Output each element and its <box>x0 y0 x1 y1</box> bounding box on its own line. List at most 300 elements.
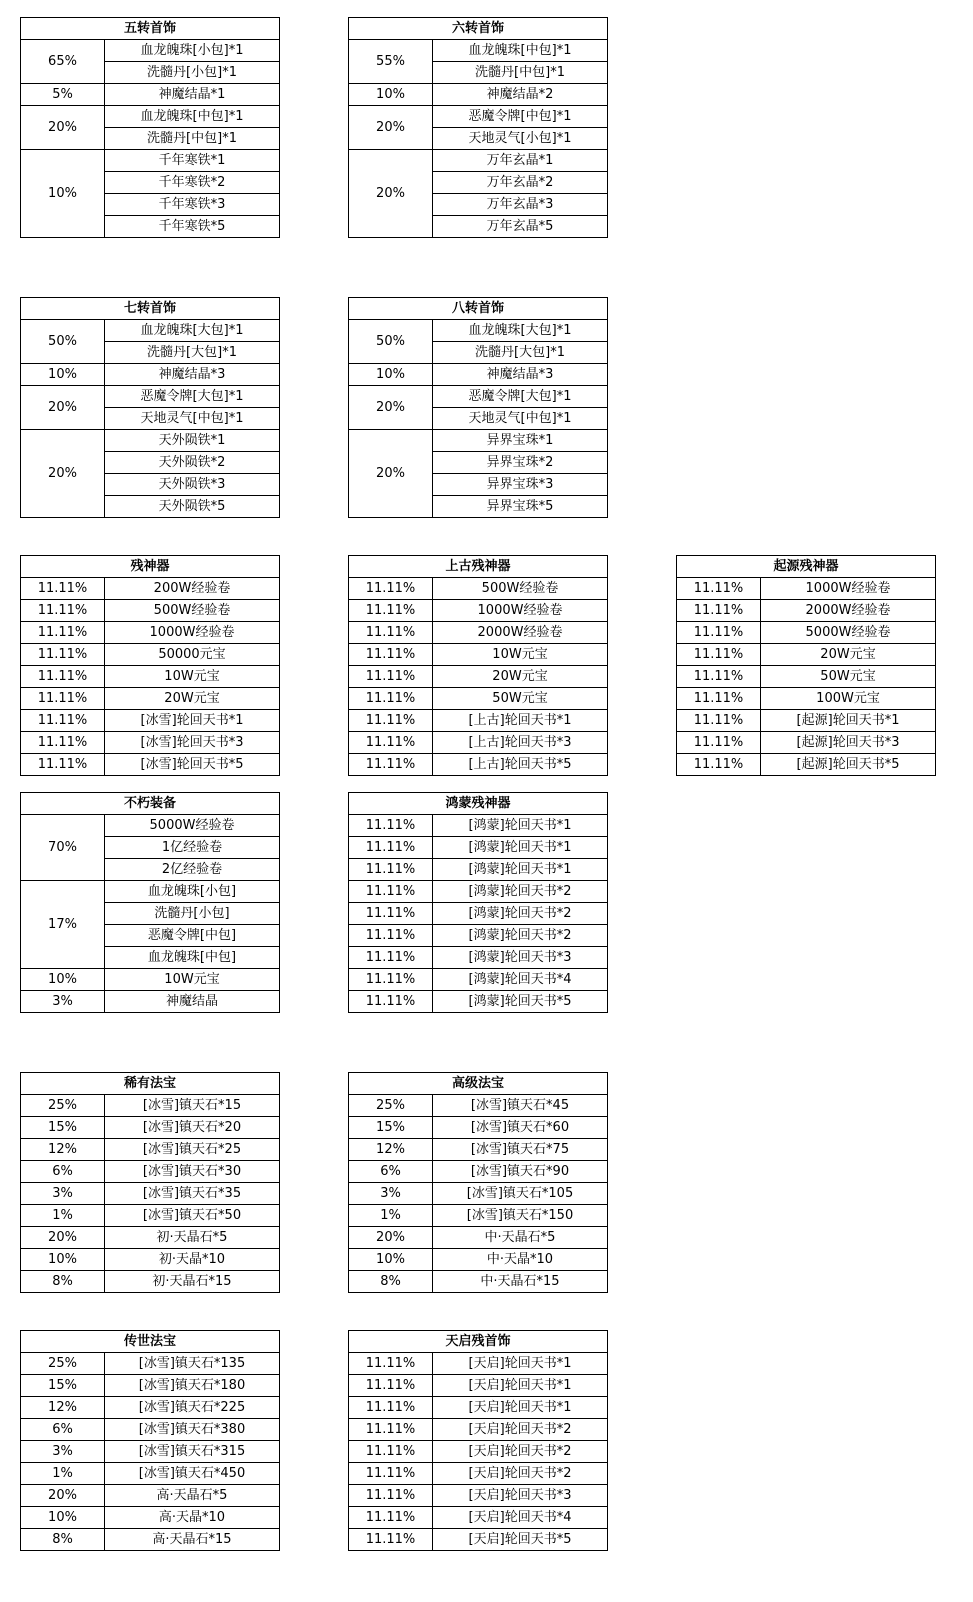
drop-rate: 10% <box>21 1507 105 1529</box>
table-row <box>349 1507 608 1529</box>
table-row <box>21 1529 280 1551</box>
drop-rate: 11.11% <box>677 666 761 688</box>
table-row <box>349 622 608 644</box>
table-row <box>21 1095 280 1117</box>
drop-item: [鸿蒙]轮回天书*1 <box>433 859 608 881</box>
drop-rate: 11.11% <box>21 622 105 644</box>
drop-item: 神魔结晶*3 <box>433 364 608 386</box>
drop-item: [冰雪]镇天石*35 <box>105 1183 280 1205</box>
table-row <box>349 320 608 342</box>
table-title: 起源残神器 <box>677 556 936 578</box>
table-row <box>349 84 608 106</box>
drop-item: 血龙魄珠[大包]*1 <box>433 320 608 342</box>
drop-item: 100W元宝 <box>761 688 936 710</box>
drop-item: 千年寒铁*5 <box>105 216 280 238</box>
table-row <box>349 578 608 600</box>
table-row <box>677 644 936 666</box>
drop-item: 天外陨铁*2 <box>105 452 280 474</box>
drop-table <box>348 297 608 518</box>
drop-item: 50W元宝 <box>761 666 936 688</box>
drop-item: [冰雪]镇天石*20 <box>105 1117 280 1139</box>
drop-rate: 10% <box>21 150 105 238</box>
drop-rate: 15% <box>21 1117 105 1139</box>
drop-item: 恶魔令牌[大包]*1 <box>105 386 280 408</box>
drop-rate: 10% <box>349 1249 433 1271</box>
drop-item: [鸿蒙]轮回天书*3 <box>433 947 608 969</box>
table-row <box>349 364 608 386</box>
drop-item: 恶魔令牌[中包]*1 <box>433 106 608 128</box>
drop-rate: 11.11% <box>21 732 105 754</box>
drop-rate: 11.11% <box>349 622 433 644</box>
drop-rate: 11.11% <box>677 710 761 732</box>
drop-item: [冰雪]镇天石*15 <box>105 1095 280 1117</box>
table-title: 残神器 <box>21 556 280 578</box>
drop-item: [天启]轮回天书*4 <box>433 1507 608 1529</box>
table-row <box>349 1139 608 1161</box>
drop-item: 5000W经验卷 <box>105 815 280 837</box>
drop-rate: 12% <box>349 1139 433 1161</box>
drop-rate: 11.11% <box>349 1463 433 1485</box>
drop-item: 洗髓丹[小包]*1 <box>105 62 280 84</box>
table-header-row <box>349 793 608 815</box>
table-row <box>349 969 608 991</box>
drop-item: [冰雪]镇天石*45 <box>433 1095 608 1117</box>
drop-item: [冰雪]轮回天书*1 <box>105 710 280 732</box>
drop-rate: 11.11% <box>677 600 761 622</box>
drop-rate: 11.11% <box>21 688 105 710</box>
table-title: 天启残首饰 <box>349 1331 608 1353</box>
table-row <box>349 710 608 732</box>
drop-item: 天地灵气[中包]*1 <box>433 408 608 430</box>
drop-rate: 11.11% <box>349 666 433 688</box>
table-row <box>21 1375 280 1397</box>
drop-rate: 15% <box>21 1375 105 1397</box>
drop-rate: 11.11% <box>677 754 761 776</box>
table-header-row <box>21 556 280 578</box>
table-row <box>349 1095 608 1117</box>
drop-rate: 65% <box>21 40 105 84</box>
drop-item: [天启]轮回天书*3 <box>433 1485 608 1507</box>
drop-item: [起源]轮回天书*3 <box>761 732 936 754</box>
drop-item: 2亿经验卷 <box>105 859 280 881</box>
drop-item: 神魔结晶*3 <box>105 364 280 386</box>
table-title: 不朽装备 <box>21 793 280 815</box>
drop-rate: 6% <box>349 1161 433 1183</box>
drop-item: 20W元宝 <box>105 688 280 710</box>
drop-rate: 20% <box>21 386 105 430</box>
drop-item: 1000W经验卷 <box>105 622 280 644</box>
table-row <box>349 1353 608 1375</box>
drop-table <box>676 555 936 776</box>
drop-rate: 8% <box>21 1271 105 1293</box>
drop-item: 洗髓丹[大包]*1 <box>105 342 280 364</box>
drop-item: [冰雪]镇天石*135 <box>105 1353 280 1375</box>
drop-item: [天启]轮回天书*1 <box>433 1353 608 1375</box>
table-row <box>349 666 608 688</box>
drop-rate: 10% <box>349 364 433 386</box>
table-row <box>21 1227 280 1249</box>
drop-rate: 3% <box>21 1183 105 1205</box>
drop-item: 恶魔令牌[大包]*1 <box>433 386 608 408</box>
drop-item: [冰雪]镇天石*315 <box>105 1441 280 1463</box>
table-row <box>21 1485 280 1507</box>
drop-item: [天启]轮回天书*5 <box>433 1529 608 1551</box>
table-header-row <box>677 556 936 578</box>
drop-table <box>20 1330 280 1551</box>
drop-item: 20W元宝 <box>433 666 608 688</box>
drop-rate: 11.11% <box>349 1507 433 1529</box>
drop-rate: 20% <box>349 386 433 430</box>
table-row <box>349 1249 608 1271</box>
drop-rate: 25% <box>21 1095 105 1117</box>
drop-item: 10W元宝 <box>433 644 608 666</box>
drop-rate: 11.11% <box>677 688 761 710</box>
drop-item: 千年寒铁*3 <box>105 194 280 216</box>
drop-rate: 20% <box>21 430 105 518</box>
drop-item: [冰雪]镇天石*25 <box>105 1139 280 1161</box>
drop-rate: 20% <box>349 1227 433 1249</box>
table-row <box>677 622 936 644</box>
drop-rate: 1% <box>21 1205 105 1227</box>
drop-rate: 11.11% <box>349 903 433 925</box>
drop-table <box>348 792 608 1013</box>
table-row <box>21 1271 280 1293</box>
drop-rate: 8% <box>21 1529 105 1551</box>
table-row <box>21 600 280 622</box>
table-title: 传世法宝 <box>21 1331 280 1353</box>
table-row <box>677 754 936 776</box>
drop-table <box>20 17 280 238</box>
table-row <box>677 666 936 688</box>
drop-table <box>348 555 608 776</box>
table-row <box>21 578 280 600</box>
drop-item: [冰雪]轮回天书*3 <box>105 732 280 754</box>
table-row <box>349 903 608 925</box>
table-row <box>349 881 608 903</box>
drop-rate: 10% <box>21 1249 105 1271</box>
drop-item: 万年玄晶*3 <box>433 194 608 216</box>
drop-item: 2000W经验卷 <box>433 622 608 644</box>
table-row <box>677 688 936 710</box>
drop-rate: 11.11% <box>349 732 433 754</box>
table-row <box>21 666 280 688</box>
table-row <box>21 1249 280 1271</box>
table-title: 五转首饰 <box>21 18 280 40</box>
drop-item: [天启]轮回天书*2 <box>433 1441 608 1463</box>
drop-rate: 11.11% <box>349 1375 433 1397</box>
drop-rate: 8% <box>349 1271 433 1293</box>
drop-item: [冰雪]镇天石*75 <box>433 1139 608 1161</box>
table-row <box>21 320 280 342</box>
table-row <box>349 430 608 452</box>
drop-item: [冰雪]镇天石*60 <box>433 1117 608 1139</box>
drop-item: 洗髓丹[中包]*1 <box>433 62 608 84</box>
table-row <box>349 837 608 859</box>
drop-item: 天外陨铁*3 <box>105 474 280 496</box>
drop-item: [上古]轮回天书*3 <box>433 732 608 754</box>
drop-item: 异界宝珠*3 <box>433 474 608 496</box>
drop-rate: 5% <box>21 84 105 106</box>
drop-rate: 11.11% <box>349 1397 433 1419</box>
drop-table <box>348 17 608 238</box>
table-row <box>349 1205 608 1227</box>
drop-item: [冰雪]镇天石*50 <box>105 1205 280 1227</box>
drop-item: 10W元宝 <box>105 666 280 688</box>
drop-item: 天地灵气[中包]*1 <box>105 408 280 430</box>
drop-rate: 11.11% <box>349 688 433 710</box>
table-header-row <box>349 1331 608 1353</box>
drop-rate: 20% <box>349 106 433 150</box>
drop-item: 万年玄晶*2 <box>433 172 608 194</box>
drop-item: 天外陨铁*5 <box>105 496 280 518</box>
drop-item: 血龙魄珠[小包]*1 <box>105 40 280 62</box>
drop-rate: 50% <box>349 320 433 364</box>
drop-item: [鸿蒙]轮回天书*1 <box>433 815 608 837</box>
table-row <box>349 386 608 408</box>
table-row <box>349 150 608 172</box>
table-row <box>349 732 608 754</box>
table-row <box>21 622 280 644</box>
drop-rate: 20% <box>349 430 433 518</box>
drop-rate: 11.11% <box>677 644 761 666</box>
drop-rate: 10% <box>21 364 105 386</box>
table-header-row <box>349 556 608 578</box>
table-row <box>349 1183 608 1205</box>
table-row <box>21 1183 280 1205</box>
table-header-row <box>21 298 280 320</box>
drop-item: 中·天晶*10 <box>433 1249 608 1271</box>
drop-item: [鸿蒙]轮回天书*2 <box>433 925 608 947</box>
drop-item: [冰雪]镇天石*150 <box>433 1205 608 1227</box>
drop-item: 50W元宝 <box>433 688 608 710</box>
drop-rate: 11.11% <box>349 578 433 600</box>
table-row <box>349 1485 608 1507</box>
drop-rate: 11.11% <box>21 710 105 732</box>
drop-rate: 11.11% <box>349 754 433 776</box>
drop-rate: 11.11% <box>349 815 433 837</box>
drop-item: [鸿蒙]轮回天书*2 <box>433 903 608 925</box>
table-header-row <box>21 18 280 40</box>
drop-rate: 6% <box>21 1419 105 1441</box>
drop-item: 高·天晶*10 <box>105 1507 280 1529</box>
drop-item: 5000W经验卷 <box>761 622 936 644</box>
drop-item: 洗髓丹[大包]*1 <box>433 342 608 364</box>
table-row <box>21 991 280 1013</box>
table-row <box>21 364 280 386</box>
table-row <box>21 688 280 710</box>
table-row <box>21 40 280 62</box>
table-header-row <box>21 1073 280 1095</box>
table-row <box>21 1353 280 1375</box>
drop-item: 50000元宝 <box>105 644 280 666</box>
table-row <box>21 150 280 172</box>
drop-item: 异界宝珠*1 <box>433 430 608 452</box>
drop-rate: 11.11% <box>21 754 105 776</box>
table-title: 八转首饰 <box>349 298 608 320</box>
drop-rate: 17% <box>21 881 105 969</box>
table-header-row <box>349 18 608 40</box>
drop-table <box>20 792 280 1013</box>
drop-item: 500W经验卷 <box>105 600 280 622</box>
table-row <box>349 688 608 710</box>
drop-rate: 20% <box>349 150 433 238</box>
table-row <box>349 1529 608 1551</box>
drop-rate: 11.11% <box>349 1419 433 1441</box>
drop-rate: 11.11% <box>349 881 433 903</box>
drop-item: [上古]轮回天书*5 <box>433 754 608 776</box>
drop-rate: 11.11% <box>349 1353 433 1375</box>
table-title: 稀有法宝 <box>21 1073 280 1095</box>
drop-item: 神魔结晶*1 <box>105 84 280 106</box>
drop-rate: 11.11% <box>349 991 433 1013</box>
table-row <box>349 925 608 947</box>
drop-item: [起源]轮回天书*1 <box>761 710 936 732</box>
table-title: 六转首饰 <box>349 18 608 40</box>
table-row <box>349 600 608 622</box>
table-row <box>349 754 608 776</box>
table-title: 鸿蒙残神器 <box>349 793 608 815</box>
table-row <box>21 1419 280 1441</box>
drop-table <box>20 1072 280 1293</box>
drop-rate: 50% <box>21 320 105 364</box>
drop-rate: 11.11% <box>349 859 433 881</box>
table-row <box>21 1441 280 1463</box>
drop-item: 千年寒铁*1 <box>105 150 280 172</box>
table-row <box>677 600 936 622</box>
table-row <box>21 969 280 991</box>
drop-item: [冰雪]镇天石*180 <box>105 1375 280 1397</box>
table-row <box>349 1397 608 1419</box>
drop-item: [天启]轮回天书*2 <box>433 1419 608 1441</box>
drop-item: [天启]轮回天书*1 <box>433 1397 608 1419</box>
table-row <box>349 644 608 666</box>
drop-rate: 10% <box>349 84 433 106</box>
drop-item: [鸿蒙]轮回天书*1 <box>433 837 608 859</box>
drop-rate: 12% <box>21 1397 105 1419</box>
table-row <box>21 732 280 754</box>
drop-rate: 20% <box>21 1485 105 1507</box>
table-row <box>21 754 280 776</box>
table-header-row <box>21 1331 280 1353</box>
drop-rate: 15% <box>349 1117 433 1139</box>
table-row <box>21 386 280 408</box>
table-row <box>21 644 280 666</box>
drop-rate: 11.11% <box>349 925 433 947</box>
drop-item: 高·天晶石*5 <box>105 1485 280 1507</box>
drop-item: 万年玄晶*1 <box>433 150 608 172</box>
drop-rate: 25% <box>349 1095 433 1117</box>
drop-rate: 11.11% <box>21 666 105 688</box>
table-header-row <box>349 298 608 320</box>
table-row <box>21 106 280 128</box>
drop-item: [鸿蒙]轮回天书*4 <box>433 969 608 991</box>
table-row <box>677 710 936 732</box>
drop-rate: 3% <box>349 1183 433 1205</box>
drop-item: 中·天晶石*5 <box>433 1227 608 1249</box>
drop-item: 洗髓丹[小包] <box>105 903 280 925</box>
drop-rate: 11.11% <box>21 600 105 622</box>
drop-rate: 20% <box>21 106 105 150</box>
table-row <box>677 732 936 754</box>
drop-table <box>20 297 280 518</box>
drop-rate: 11.11% <box>349 600 433 622</box>
drop-item: 血龙魄珠[中包]*1 <box>433 40 608 62</box>
table-row <box>349 1441 608 1463</box>
table-row <box>21 430 280 452</box>
table-header-row <box>21 793 280 815</box>
drop-item: [鸿蒙]轮回天书*5 <box>433 991 608 1013</box>
drop-item: 初·天晶石*5 <box>105 1227 280 1249</box>
drop-item: 中·天晶石*15 <box>433 1271 608 1293</box>
drop-item: [天启]轮回天书*2 <box>433 1463 608 1485</box>
drop-item: [冰雪]镇天石*105 <box>433 1183 608 1205</box>
drop-item: 千年寒铁*2 <box>105 172 280 194</box>
table-title: 上古残神器 <box>349 556 608 578</box>
drop-table <box>348 1330 608 1551</box>
drop-rate: 20% <box>21 1227 105 1249</box>
table-title: 高级法宝 <box>349 1073 608 1095</box>
drop-item: [鸿蒙]轮回天书*2 <box>433 881 608 903</box>
drop-item: 洗髓丹[中包]*1 <box>105 128 280 150</box>
drop-rate: 3% <box>21 1441 105 1463</box>
drop-item: 异界宝珠*5 <box>433 496 608 518</box>
drop-rate: 11.11% <box>677 578 761 600</box>
drop-item: [冰雪]镇天石*225 <box>105 1397 280 1419</box>
table-row <box>349 859 608 881</box>
drop-rate: 25% <box>21 1353 105 1375</box>
drop-rate: 1% <box>21 1463 105 1485</box>
drop-item: [冰雪]镇天石*450 <box>105 1463 280 1485</box>
drop-rate: 11.11% <box>349 947 433 969</box>
drop-item: 初·天晶石*15 <box>105 1271 280 1293</box>
table-row <box>21 84 280 106</box>
drop-item: 万年玄晶*5 <box>433 216 608 238</box>
drop-item: 血龙魄珠[大包]*1 <box>105 320 280 342</box>
drop-item: 恶魔令牌[中包] <box>105 925 280 947</box>
drop-item: 血龙魄珠[中包]*1 <box>105 106 280 128</box>
drop-item: [冰雪]镇天石*90 <box>433 1161 608 1183</box>
drop-item: 神魔结晶 <box>105 991 280 1013</box>
drop-rate: 11.11% <box>21 578 105 600</box>
drop-table <box>20 555 280 776</box>
table-row <box>21 1161 280 1183</box>
drop-rate: 11.11% <box>21 644 105 666</box>
drop-item: 高·天晶石*15 <box>105 1529 280 1551</box>
drop-rate: 11.11% <box>349 1441 433 1463</box>
drop-rate: 1% <box>349 1205 433 1227</box>
drop-item: 1000W经验卷 <box>433 600 608 622</box>
table-row <box>21 1117 280 1139</box>
drop-rate: 55% <box>349 40 433 84</box>
table-row <box>21 1507 280 1529</box>
drop-item: 10W元宝 <box>105 969 280 991</box>
table-row <box>349 947 608 969</box>
drop-rate: 11.11% <box>677 622 761 644</box>
drop-item: 初·天晶*10 <box>105 1249 280 1271</box>
drop-rate: 12% <box>21 1139 105 1161</box>
table-row <box>349 1117 608 1139</box>
drop-rate: 6% <box>21 1161 105 1183</box>
table-title: 七转首饰 <box>21 298 280 320</box>
drop-item: [冰雪]轮回天书*5 <box>105 754 280 776</box>
drop-item: 天外陨铁*1 <box>105 430 280 452</box>
drop-item: [冰雪]镇天石*380 <box>105 1419 280 1441</box>
drop-item: [天启]轮回天书*1 <box>433 1375 608 1397</box>
table-row <box>21 881 280 903</box>
drop-rate: 11.11% <box>349 837 433 859</box>
table-row <box>21 1139 280 1161</box>
table-row <box>21 1463 280 1485</box>
